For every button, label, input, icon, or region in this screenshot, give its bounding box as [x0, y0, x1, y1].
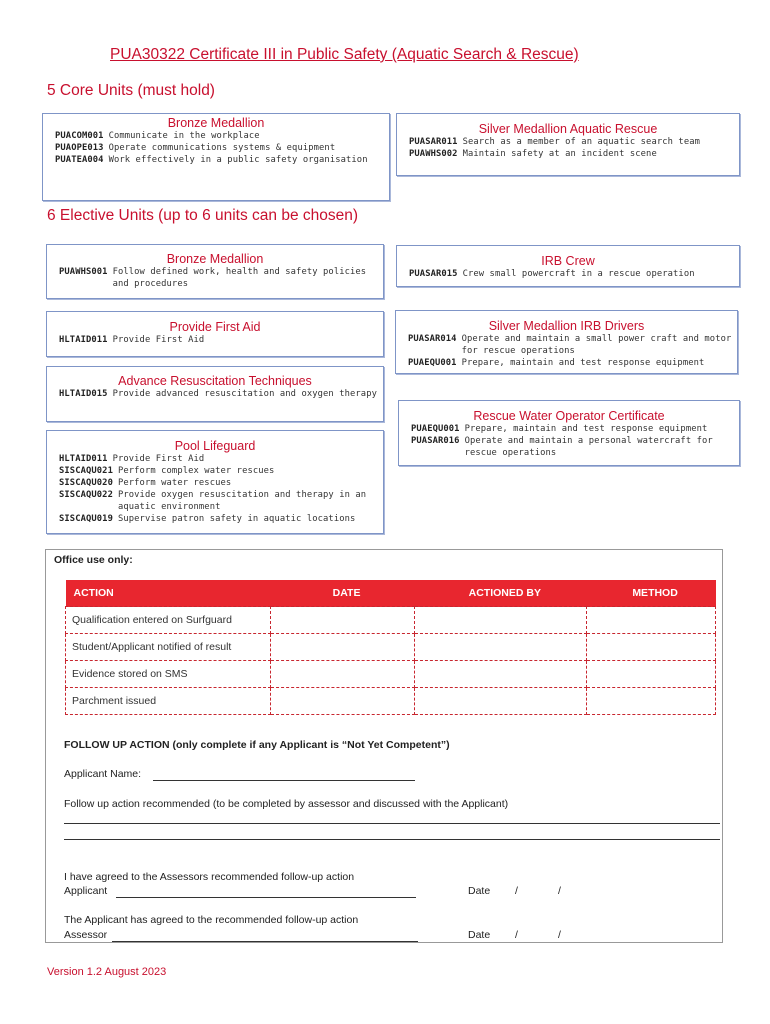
table-row — [66, 607, 716, 634]
elective-units-heading: 6 Elective Units (up to 6 units can be chosen) — [47, 207, 359, 224]
actioned-by-cell[interactable] — [415, 688, 587, 715]
unit-row — [47, 334, 383, 346]
unit-code: HLTAID011 — [59, 335, 108, 345]
actioned-by-cell[interactable] — [415, 661, 587, 688]
agree-applicant-text: I have agreed to the Assessors recommended follow-up action — [64, 871, 355, 883]
follow-up-heading: FOLLOW UP ACTION (only complete if any Applicant is “Not Yet Competent”) — [64, 739, 450, 751]
unit-desc: Perform water rescues — [117, 478, 232, 488]
elective-box-rescue-water-operator — [398, 400, 740, 466]
recommended-line-1[interactable] — [64, 823, 720, 824]
unit-code: PUAEQU001 — [411, 424, 460, 434]
recommended-label: Follow up action recommended (to be completed by assessor and discussed with the Applicant) — [64, 798, 509, 810]
unit-desc: Maintain safety at an incident scene — [462, 149, 657, 159]
unit-code: PUACOM001 — [55, 131, 104, 141]
applicant-signature-label: Applicant — [64, 885, 108, 897]
action-cell: Student/Applicant notified of result — [66, 634, 271, 661]
action-cell: Parchment issued — [66, 688, 271, 715]
date-separator: / — [515, 929, 518, 941]
unit-desc: Work effectively in a public safety organisation — [108, 155, 368, 165]
unit-code: SISCAQU020 — [59, 478, 113, 488]
date-separator: / — [558, 929, 561, 941]
unit-desc: Crew small powercraft in a rescue operation — [462, 269, 695, 279]
agree-assessor-text: The Applicant has agreed to the recommended follow-up action — [64, 914, 359, 926]
assessor-date-label: Date — [468, 929, 491, 941]
header-date: DATE — [270, 580, 415, 607]
unit-desc: Provide oxygen resuscitation and therapy in an aquatic environment — [117, 490, 367, 512]
applicant-signature-field[interactable] — [116, 897, 416, 898]
core-box-bronze-medallion — [42, 113, 390, 201]
unit-code: SISCAQU019 — [59, 514, 113, 524]
header-actioned-by: ACTIONED BY — [415, 580, 587, 607]
unit-desc: Perform complex water rescues — [117, 466, 275, 476]
elective-box-bronze-medallion — [46, 244, 384, 299]
unit-row — [47, 477, 383, 489]
box-title: Silver Medallion IRB Drivers — [488, 319, 645, 333]
unit-desc: Prepare, maintain and test response equipment — [461, 358, 705, 368]
unit-code: PUASAR015 — [409, 269, 458, 279]
header-action: ACTION — [66, 580, 271, 607]
box-title: Bronze Medallion — [166, 252, 264, 266]
box-title: Bronze Medallion — [167, 116, 265, 130]
method-cell[interactable] — [587, 688, 716, 715]
box-title: Pool Lifeguard — [174, 439, 256, 453]
unit-code: PUAWHS001 — [59, 267, 108, 277]
unit-desc: Provide First Aid — [112, 454, 205, 464]
box-title: Provide First Aid — [169, 320, 261, 334]
table-row — [66, 661, 716, 688]
unit-row — [43, 142, 389, 154]
recommended-line-2[interactable] — [64, 839, 720, 840]
table-row — [66, 688, 716, 715]
unit-code: PUASAR011 — [409, 137, 458, 147]
unit-row — [399, 435, 739, 459]
table-row — [66, 634, 716, 661]
applicant-date-label: Date — [468, 885, 491, 897]
method-cell[interactable] — [587, 607, 716, 634]
unit-code: HLTAID015 — [59, 389, 108, 399]
unit-row — [47, 513, 383, 525]
box-title: Advance Resuscitation Techniques — [118, 374, 312, 388]
box-title: Rescue Water Operator Certificate — [473, 409, 665, 423]
unit-code: SISCAQU022 — [59, 490, 113, 500]
unit-desc: Operate and maintain a personal watercraft for rescue operations — [464, 436, 713, 458]
unit-code: PUAOPE013 — [55, 143, 104, 153]
box-title: Silver Medallion Aquatic Rescue — [478, 122, 658, 136]
unit-code: PUAEQU001 — [408, 358, 457, 368]
office-use-label: Office use only: — [54, 554, 133, 566]
actioned-by-cell[interactable] — [415, 634, 587, 661]
unit-desc: Communicate in the workplace — [108, 131, 260, 141]
unit-code: PUAWHS002 — [409, 149, 458, 159]
unit-row — [397, 268, 739, 280]
document-title: PUA30322 Certificate III in Public Safety (Aquatic Search & Rescue) — [110, 46, 579, 63]
unit-row — [47, 388, 383, 400]
unit-desc: Supervise patron safety in aquatic locations — [117, 514, 356, 524]
unit-code: SISCAQU021 — [59, 466, 113, 476]
unit-code: PUATEA004 — [55, 155, 104, 165]
date-cell[interactable] — [270, 607, 415, 634]
unit-desc: Provide First Aid — [112, 335, 205, 345]
action-cell: Qualification entered on Surfguard — [66, 607, 271, 634]
unit-code: PUASAR016 — [411, 436, 460, 446]
assessor-signature-label: Assessor — [64, 929, 108, 941]
unit-desc: Search as a member of an aquatic search team — [462, 137, 701, 147]
unit-row — [47, 489, 383, 513]
method-cell[interactable] — [587, 661, 716, 688]
date-cell[interactable] — [270, 634, 415, 661]
unit-row — [47, 266, 383, 290]
elective-box-advance-resuscitation — [46, 366, 384, 422]
header-method: METHOD — [587, 580, 716, 607]
date-cell[interactable] — [270, 688, 415, 715]
box-title: IRB Crew — [541, 254, 595, 268]
core-box-silver-medallion — [396, 113, 740, 176]
actioned-by-cell[interactable] — [415, 607, 587, 634]
unit-row — [43, 130, 389, 142]
unit-desc: Provide advanced resuscitation and oxygen therapy — [112, 389, 377, 399]
unit-row — [396, 333, 737, 357]
unit-row — [47, 453, 383, 465]
unit-desc: Operate communications systems & equipment — [108, 143, 336, 153]
assessor-signature-field[interactable] — [112, 941, 418, 942]
unit-desc: Follow defined work, health and safety policies and procedures — [112, 267, 367, 289]
unit-row — [397, 136, 739, 148]
unit-code: HLTAID011 — [59, 454, 108, 464]
date-separator: / — [558, 885, 561, 897]
elective-box-silver-irb-drivers — [395, 310, 738, 374]
unit-row — [47, 465, 383, 477]
date-separator: / — [515, 885, 518, 897]
unit-row — [397, 148, 739, 160]
unit-row — [399, 423, 739, 435]
core-units-heading: 5 Core Units (must hold) — [47, 82, 215, 99]
elective-box-first-aid — [46, 311, 384, 357]
method-cell[interactable] — [587, 634, 716, 661]
date-cell[interactable] — [270, 661, 415, 688]
actions-table-header — [66, 580, 716, 607]
actions-table — [65, 580, 716, 715]
elective-box-irb-crew — [396, 245, 740, 287]
unit-row — [43, 154, 389, 166]
unit-desc: Prepare, maintain and test response equipment — [464, 424, 708, 434]
elective-box-pool-lifeguard — [46, 430, 384, 534]
unit-row — [396, 357, 737, 369]
unit-code: PUASAR014 — [408, 334, 457, 344]
version-footer: Version 1.2 August 2023 — [47, 966, 167, 978]
applicant-name-label: Applicant Name: — [64, 768, 142, 780]
action-cell: Evidence stored on SMS — [66, 661, 271, 688]
applicant-name-field[interactable] — [153, 780, 415, 781]
unit-desc: Operate and maintain a small power craft and motor for rescue operations — [461, 334, 732, 356]
